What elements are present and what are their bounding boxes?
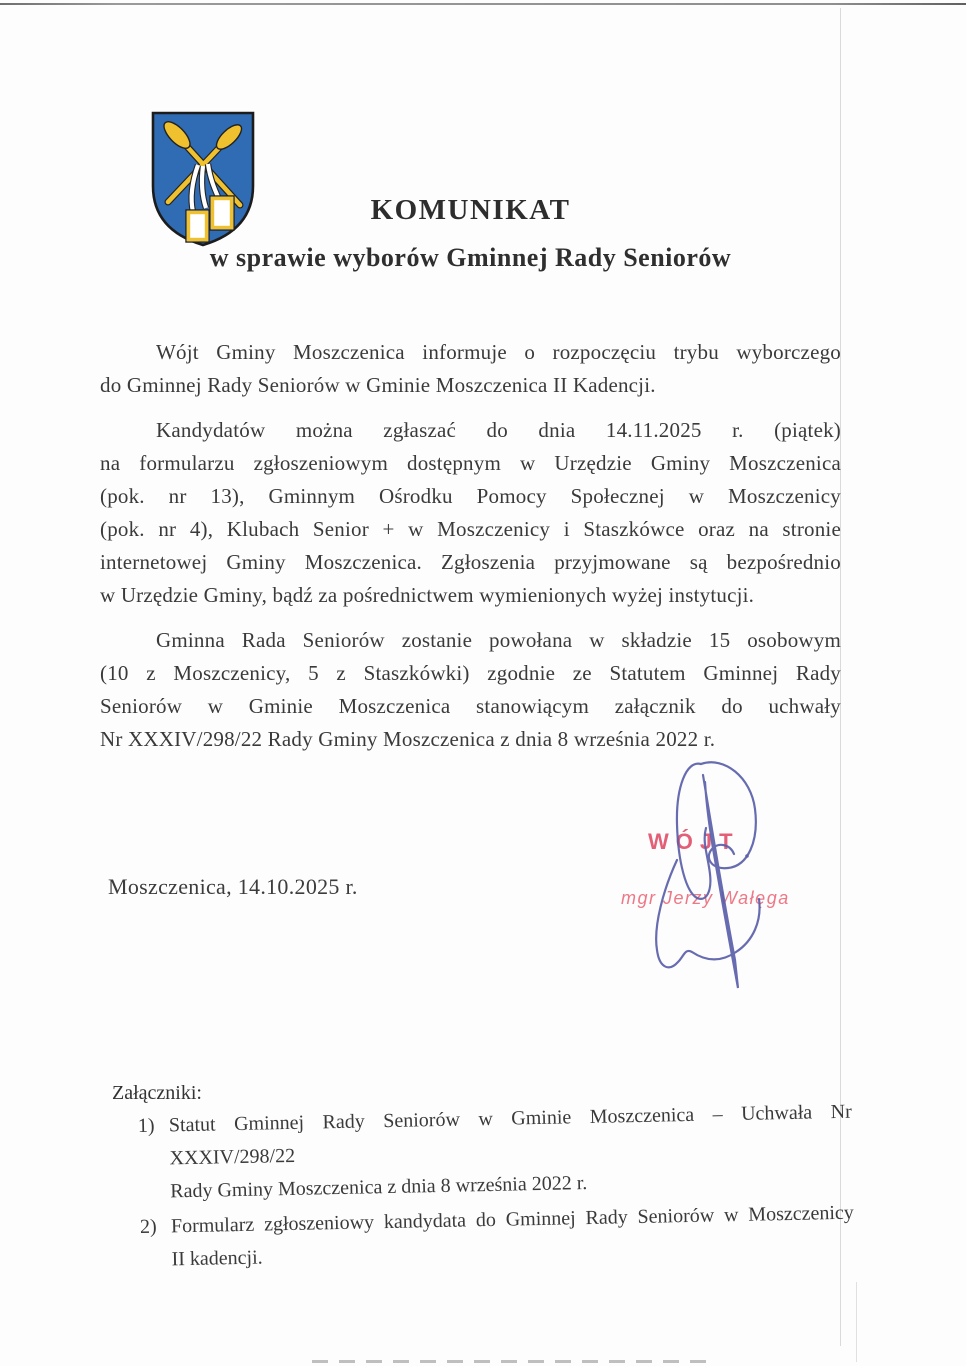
scan-artifact-bottom-edge [312,1360,708,1363]
text-line: na formularzu zgłoszeniowym dostępnym w Urzędzie Gminy Moszczenica [100,451,841,475]
text-line: Seniorów w Gminie Moszczenica stanowiącym załącznik do uchwały [100,694,841,718]
document-body [100,336,841,768]
attachments-heading: Załączniki: [112,1082,202,1104]
moszczenica-crest-icon [148,108,258,250]
text-line: do Gminnej Rady Seniorów w Gminie Moszczenica II Kadencji. [100,373,656,397]
text-line: Nr XXXIV/298/22 Rady Gminy Moszczenica z dnia 8 września 2022 r. [100,727,716,751]
text-line: Wójt Gminy Moszczenica informuje o rozpoczęciu trybu wyborczego [156,340,841,364]
scan-artifact-top-line [0,3,966,5]
list-item-number: 2) [139,1215,157,1239]
attachments-list [138,1096,855,1279]
text-line: Statut Gminnej Rady Seniorów w Gminie Moszczenica – Uchwała Nr XXXIV/298/22 [168,1100,853,1170]
text-line: Rady Gminy Moszczenica z dnia 8 września 2022 r. [170,1172,588,1203]
paragraph-council [100,624,841,756]
text-line: II kadencji. [171,1246,263,1271]
text-line: (pok. nr 13), Gminnym Ośrodku Pomocy Społecznej w Moszczenicy [100,484,841,508]
list-item-text [169,1096,854,1209]
list-item [140,1197,855,1277]
signature-scribble-icon [645,750,775,998]
page-title: KOMUNIKAT [370,194,571,226]
text-line: (10 z Moszczenicy, 5 z Staszkówki) zgodnie ze Statutem Gminnej Rady [100,661,841,685]
text-line: internetowej Gminy Moszczenica. Zgłoszenia przyjmowane są bezpośrednio [100,550,841,574]
paragraph-submission [100,414,841,612]
text-line: w Urzędzie Gminy, bądź za pośrednictwem wymienionych wyżej instytucji. [100,583,755,607]
text-line: Formularz zgłoszeniowy kandydata do Gminnej Rady Seniorów w Moszczenicy [170,1201,855,1238]
wojt-stamp-name: mgr Jerzy Wałęga [621,888,790,908]
dateline: Moszczenica, 14.10.2025 r. [108,874,358,899]
page-subtitle: w sprawie wyborów Gminnej Rady Seniorów [209,243,732,272]
crest-svg [148,108,258,250]
list-item-number: 1) [137,1114,155,1138]
list-item-text [171,1197,855,1277]
text-line: Gminna Rada Seniorów zostanie powołana w składzie 15 osobowym [156,628,841,652]
paragraph-intro [100,336,841,402]
list-item [138,1096,854,1209]
wojt-stamp-title: WÓJT [648,829,740,854]
scan-artifact-corner-line [856,1282,857,1362]
text-line: (pok. nr 4), Klubach Senior + w Moszczenicy i Staszkówce oraz na stronie [100,517,841,541]
text-line: Kandydatów można zgłaszać do dnia 14.11.2025 r. (piątek) [156,418,841,442]
